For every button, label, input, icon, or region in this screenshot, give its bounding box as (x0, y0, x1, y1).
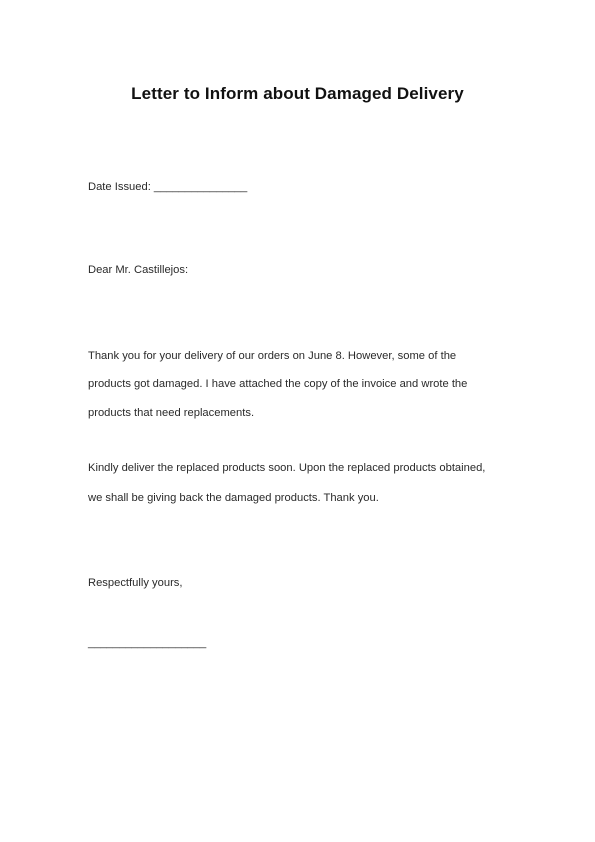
paragraph-1-line-2: products got damaged. I have attached the copy of the invoice and wrote the (88, 378, 468, 390)
letter-title: Letter to Inform about Damaged Delivery (131, 84, 464, 103)
signature-line: ___________________ (88, 637, 207, 649)
paragraph-1-line-1: Thank you for your delivery of our orders on June 8. However, some of the (88, 350, 457, 362)
paragraph-2-line-1: Kindly deliver the replaced products soon. Upon the replaced products obtained, (88, 462, 486, 474)
salutation: Dear Mr. Castillejos: (88, 264, 189, 276)
paragraph-2-line-2: we shall be giving back the damaged products. Thank you. (88, 492, 379, 504)
date-issued-line: Date Issued: _______________ (88, 181, 248, 193)
paragraph-1-line-3: products that need replacements. (88, 407, 255, 419)
closing: Respectfully yours, (88, 577, 183, 589)
